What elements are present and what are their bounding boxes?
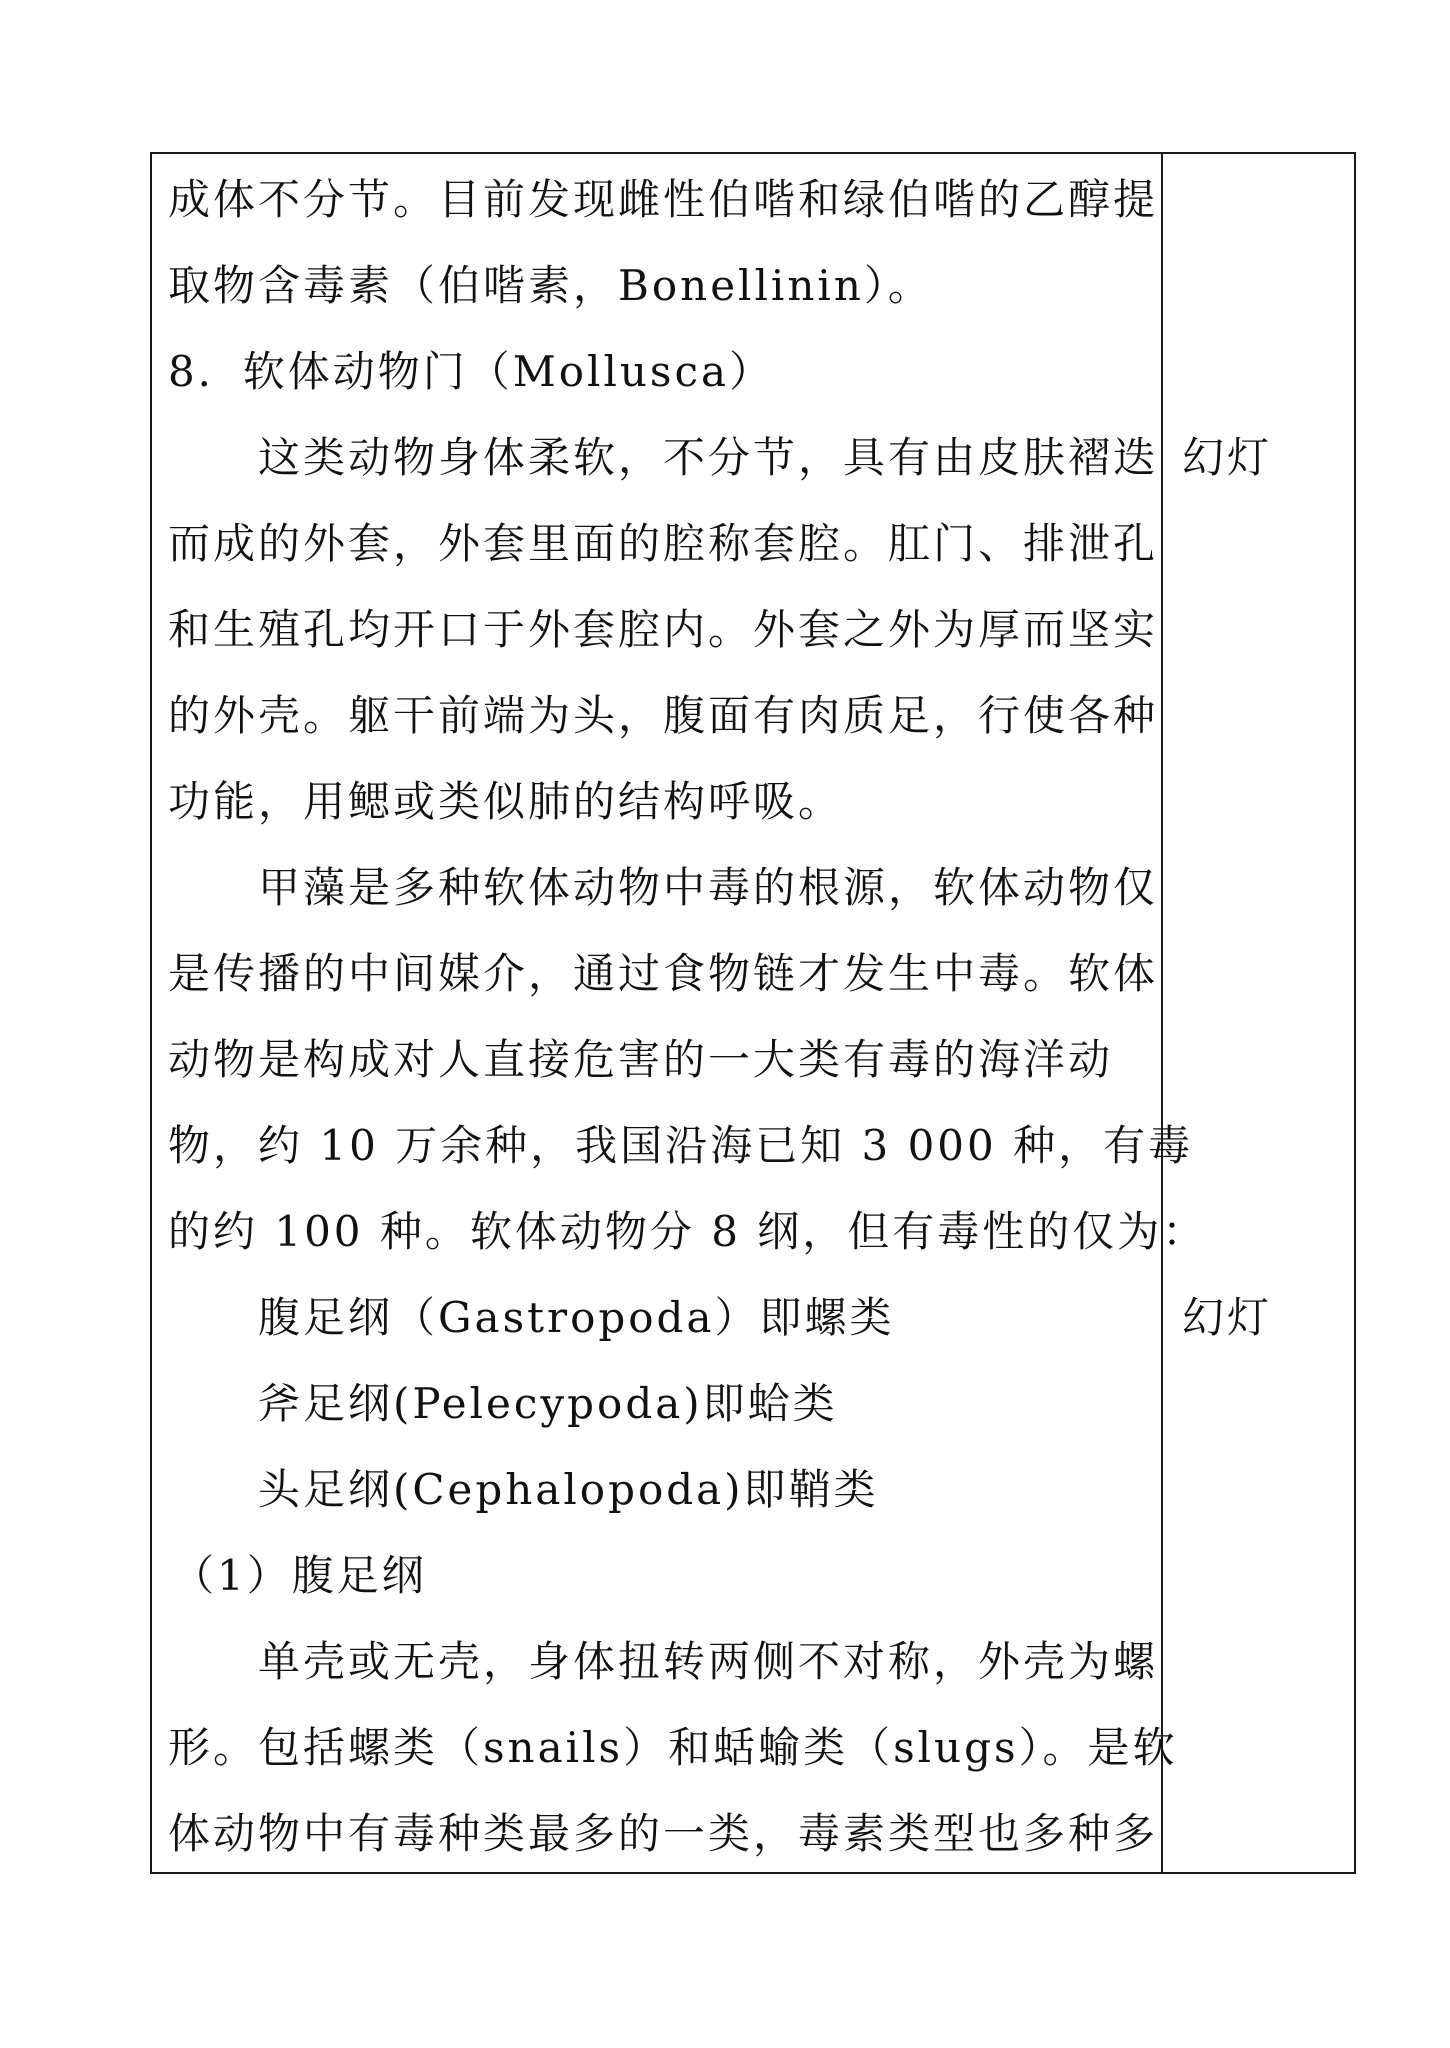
text-line-18: 单壳或无壳，身体扭转两侧不对称，外壳为螺 bbox=[258, 1637, 1159, 1686]
class-item-gastropoda: 腹足纲（Gastropoda）即螺类 bbox=[258, 1293, 895, 1342]
side-note-slide-1: 幻灯 bbox=[1182, 433, 1273, 482]
text-line-8: 功能，用鳃或类似肺的结构呼吸。 bbox=[168, 777, 844, 826]
text-line-12: 物，约 10 万余种，我国沿海已知 3 000 种，有毒 bbox=[168, 1121, 1194, 1170]
text-line-4: 这类动物身体柔软，不分节，具有由皮肤褶迭 bbox=[258, 433, 1159, 482]
text-line-5: 而成的外套，外套里面的腔称套腔。肛门、排泄孔 bbox=[168, 519, 1159, 568]
text-line-11: 动物是构成对人直接危害的一大类有毒的海洋动 bbox=[168, 1035, 1114, 1084]
class-item-pelecypoda: 斧足纲(Pelecypoda)即蛤类 bbox=[258, 1379, 838, 1428]
content-table bbox=[150, 152, 1356, 1874]
class-item-cephalopoda: 头足纲(Cephalopoda)即鞘类 bbox=[258, 1465, 879, 1514]
section-heading: 8．软体动物门（Mollusca） bbox=[168, 347, 775, 396]
subsection-heading: （1）腹足纲 bbox=[172, 1551, 427, 1600]
text-line-9: 甲藻是多种软体动物中毒的根源，软体动物仅 bbox=[258, 863, 1159, 912]
text-line-1: 成体不分节。目前发现雌性伯喈和绿伯喈的乙醇提 bbox=[168, 175, 1159, 224]
text-line-7: 的外壳。躯干前端为头，腹面有肉质足，行使各种 bbox=[168, 691, 1159, 740]
text-line-13: 的约 100 种。软体动物分 8 纲，但有毒性的仅为： bbox=[168, 1207, 1208, 1256]
text-line-10: 是传播的中间媒介，通过食物链才发生中毒。软体 bbox=[168, 949, 1159, 998]
text-line-6: 和生殖孔均开口于外套腔内。外套之外为厚而坚实 bbox=[168, 605, 1159, 654]
text-line-20: 体动物中有毒种类最多的一类，毒素类型也多种多 bbox=[168, 1809, 1159, 1858]
text-line-19: 形。包括螺类（snails）和蛞蝓类（slugs）。是软 bbox=[168, 1723, 1178, 1772]
column-divider bbox=[1161, 154, 1163, 1872]
side-note-slide-2: 幻灯 bbox=[1182, 1293, 1273, 1342]
text-line-2: 取物含毒素（伯喈素，Bonellinin）。 bbox=[168, 261, 933, 310]
